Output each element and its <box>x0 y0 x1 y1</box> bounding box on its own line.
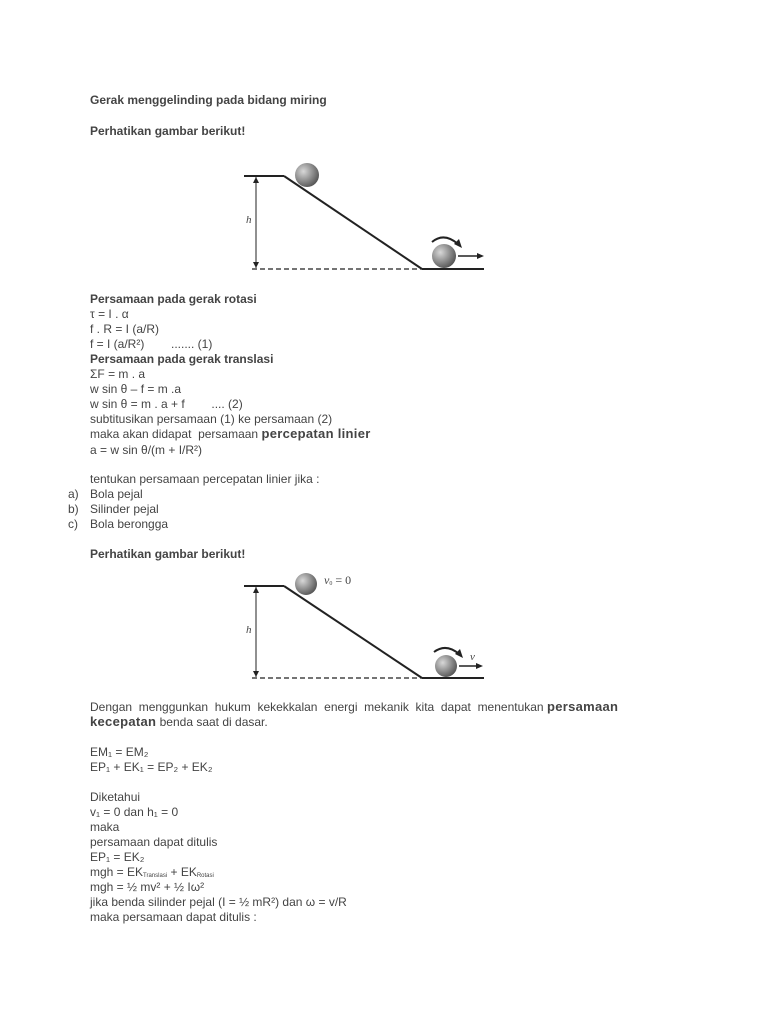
ditulis-text: persamaan dapat ditulis <box>90 835 218 849</box>
translation-eq-2: w sin θ – f = m .a <box>90 382 182 396</box>
ep-ek-simplified: EP₁ = EK₂ <box>90 850 145 864</box>
v0-value: = 0 <box>332 573 352 587</box>
energy-intro-line-2 <box>90 715 268 729</box>
list-item-b: Silinder pejal <box>90 502 159 516</box>
solid-cylinder-text: jika benda silinder pejal (I = ½ mR²) dan ω = v/R <box>90 895 347 909</box>
list-item-a: Bola pejal <box>90 487 143 501</box>
mgh-ek-prefix: mgh = EK <box>90 865 144 879</box>
mgh-kinetic-equation: mgh = ½ mv² + ½ Iω² <box>90 880 205 894</box>
energy-intro-line-1 <box>90 700 618 714</box>
rotation-eq-2: f . R = I (a/R) <box>90 322 160 336</box>
persamaan-emphasis: persamaan <box>546 699 619 714</box>
rotation-eq-3: f = I (a/R²) ....... (1) <box>90 337 213 351</box>
acceleration-result: a = w sin θ/(m + I/R²) <box>90 443 203 457</box>
translasi-subscript: Translasi <box>143 873 168 879</box>
given-values: v₁ = 0 dan h₁ = 0 <box>90 805 179 819</box>
energy-intro-text: Dengan menggunkan hukum kekekkalan energi mekanik kita dapat menentukan <box>90 700 547 714</box>
height-label-2: h <box>246 624 252 636</box>
instruction-heading-2: Perhatikan gambar berikut! <box>90 547 246 561</box>
inclined-plane-figure-2 <box>240 568 490 683</box>
list-marker-b: b) <box>68 502 79 516</box>
document-title: Gerak menggelinding pada bidang miring <box>90 93 327 107</box>
result-intro-text: maka akan didapat persamaan <box>90 427 262 441</box>
height-label-1: h <box>246 214 252 226</box>
translation-heading: Persamaan pada gerak translasi <box>90 352 274 366</box>
translation-eq-1: ΣF = m . a <box>90 367 146 381</box>
inclined-plane-figure-1 <box>240 158 490 278</box>
list-item-c: Bola berongga <box>90 517 169 531</box>
translation-eq-3: w sin θ = m . a + f .... (2) <box>90 397 243 411</box>
v0-symbol: v <box>324 573 330 587</box>
energy-intro-suffix: benda saat di dasar. <box>156 715 268 729</box>
list-marker-a: a) <box>68 487 79 501</box>
list-marker-c: c) <box>68 517 78 531</box>
kecepatan-emphasis: kecepatan <box>90 714 157 729</box>
diketahui-label: Diketahui <box>90 790 141 804</box>
final-text: maka persamaan dapat ditulis : <box>90 910 257 924</box>
question-prompt: tentukan persamaan percepatan linier jika : <box>90 472 320 486</box>
v0-subscript: 0 <box>329 581 333 587</box>
rotation-eq-1: τ = I . α <box>90 307 129 321</box>
rotasi-subscript: Rotasi <box>196 873 214 879</box>
ep-ek-equation: EP₁ + EK₁ = EP₂ + EK₂ <box>90 760 213 774</box>
result-intro <box>90 427 371 441</box>
substitution-text: subtitusikan persamaan (1) ke persamaan (2) <box>90 412 333 426</box>
velocity-label: v <box>470 651 475 663</box>
linear-acceleration-emphasis: percepatan linier <box>261 426 371 441</box>
mgh-ek-mid: + EK <box>167 865 197 879</box>
rotation-heading: Persamaan pada gerak rotasi <box>90 292 257 306</box>
instruction-heading: Perhatikan gambar berikut! <box>90 124 246 138</box>
initial-velocity-label <box>324 573 351 591</box>
em-equation: EM₁ = EM₂ <box>90 745 149 759</box>
maka-label: maka <box>90 820 120 834</box>
